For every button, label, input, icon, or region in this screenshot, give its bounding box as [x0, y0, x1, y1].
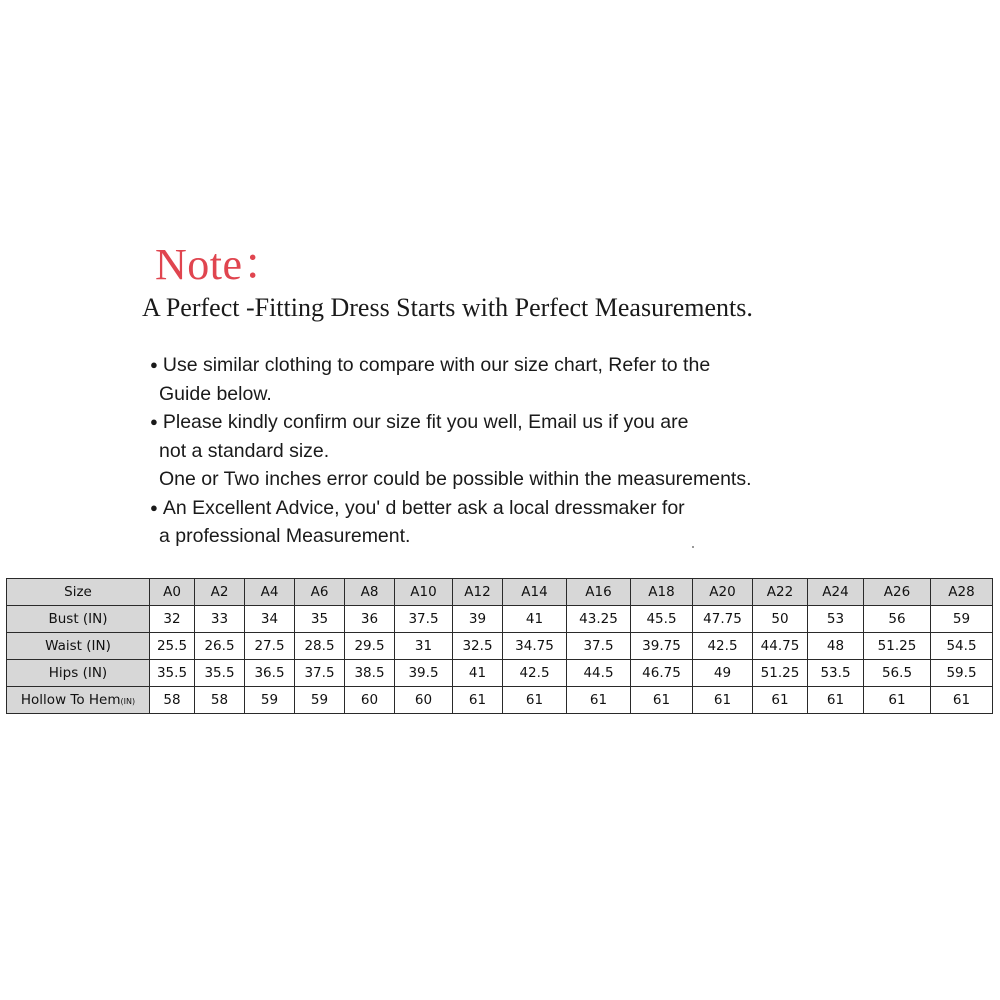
table-cell: 61	[864, 687, 931, 714]
row-label-text: Hollow To Hem	[20, 692, 121, 708]
row-label-cell: Bust (IN)	[7, 606, 150, 633]
table-cell: 58	[195, 687, 245, 714]
table-cell: 32.5	[453, 633, 503, 660]
table-cell: 39.5	[395, 660, 453, 687]
table-cell: 56.5	[864, 660, 931, 687]
size-header-cell: A18	[631, 579, 693, 606]
size-header-cell: A12	[453, 579, 503, 606]
table-cell: 53.5	[808, 660, 864, 687]
size-header-cell: A24	[808, 579, 864, 606]
table-cell: 47.75	[693, 606, 753, 633]
table-cell: 35	[295, 606, 345, 633]
table-cell: 53	[808, 606, 864, 633]
table-cell: 61	[753, 687, 808, 714]
table-row-bust	[7, 606, 993, 633]
table-row-hips	[7, 660, 993, 687]
table-cell: 35.5	[150, 660, 195, 687]
table-cell: 59	[295, 687, 345, 714]
table-cell: 45.5	[631, 606, 693, 633]
table-cell: 50	[753, 606, 808, 633]
table-cell: 41	[503, 606, 567, 633]
decorative-speck	[692, 546, 694, 548]
table-cell: 25.5	[150, 633, 195, 660]
table-cell: 27.5	[245, 633, 295, 660]
size-header-cell: A10	[395, 579, 453, 606]
row-label-unit: (IN)	[120, 697, 136, 706]
size-header-cell: A8	[345, 579, 395, 606]
table-cell: 61	[931, 687, 993, 714]
table-cell: 49	[693, 660, 753, 687]
subtitle: A Perfect -Fitting Dress Starts with Perfect Measurements.	[142, 293, 753, 322]
table-cell: 58	[150, 687, 195, 714]
bullet-dot-icon: ●	[150, 414, 158, 429]
table-cell: 33	[195, 606, 245, 633]
table-cell: 61	[503, 687, 567, 714]
table-cell: 26.5	[195, 633, 245, 660]
table-cell: 38.5	[345, 660, 395, 687]
table-cell: 37.5	[567, 633, 631, 660]
table-cell: 31	[395, 633, 453, 660]
table-cell: 39	[453, 606, 503, 633]
table-cell: 42.5	[693, 633, 753, 660]
bullet-text-continued: a professional Measurement.	[159, 525, 411, 547]
size-header-cell: A26	[864, 579, 931, 606]
table-cell: 61	[453, 687, 503, 714]
table-cell: 34	[245, 606, 295, 633]
table-cell: 29.5	[345, 633, 395, 660]
table-cell: 56	[864, 606, 931, 633]
table-cell: 37.5	[295, 660, 345, 687]
table-cell: 60	[345, 687, 395, 714]
row-label-cell	[7, 687, 150, 714]
size-header-cell: A14	[503, 579, 567, 606]
table-cell: 61	[808, 687, 864, 714]
table-row-hollow-to-hem	[7, 687, 993, 714]
bullet-text: Please kindly confirm our size fit you well, Email us if you are	[162, 411, 689, 433]
bullet-item	[150, 408, 752, 437]
table-cell: 59	[245, 687, 295, 714]
bullet-text: Use similar clothing to compare with our size chart, Refer to the	[162, 354, 711, 376]
table-cell: 48	[808, 633, 864, 660]
bullet-dot-icon: ●	[150, 499, 158, 515]
size-header-cell: A2	[195, 579, 245, 606]
table-cell: 59	[931, 606, 993, 633]
table-cell: 32	[150, 606, 195, 633]
table-row-waist	[7, 633, 993, 660]
size-header-cell: A16	[567, 579, 631, 606]
size-header-cell: A4	[245, 579, 295, 606]
table-cell: 36	[345, 606, 395, 633]
table-cell: 43.25	[567, 606, 631, 633]
size-header-cell: A22	[753, 579, 808, 606]
table-cell: 60	[395, 687, 453, 714]
table-cell: 59.5	[931, 660, 993, 687]
size-header-cell: A0	[150, 579, 195, 606]
note-title: Note：	[155, 240, 288, 289]
table-cell: 61	[631, 687, 693, 714]
table-cell: 46.75	[631, 660, 693, 687]
size-header-cell: A20	[693, 579, 753, 606]
table-cell: 54.5	[931, 633, 993, 660]
table-header-row	[7, 579, 993, 606]
bullet-text: An Excellent Advice, you' d better ask a local dressmaker for	[162, 496, 685, 519]
table-cell: 61	[693, 687, 753, 714]
size-header-cell: A6	[295, 579, 345, 606]
bullet-text-continued: Guide below.	[159, 382, 272, 405]
row-label-cell: Waist (IN)	[7, 633, 150, 660]
table-cell: 39.75	[631, 633, 693, 660]
table-cell: 35.5	[195, 660, 245, 687]
table-cell: 61	[567, 687, 631, 714]
table-cell: 51.25	[753, 660, 808, 687]
table-cell: 41	[453, 660, 503, 687]
bullet-list	[150, 351, 752, 551]
table-cell: 34.75	[503, 633, 567, 660]
table-cell: 42.5	[503, 660, 567, 687]
bullet-item	[150, 351, 752, 380]
bullet-item	[150, 494, 752, 523]
table-cell: 44.75	[753, 633, 808, 660]
size-header-cell: A28	[931, 579, 993, 606]
table-cell: 28.5	[295, 633, 345, 660]
row-label-cell: Hips (IN)	[7, 660, 150, 687]
bullet-text-continued: not a standard size.	[159, 439, 330, 462]
table-cell: 51.25	[864, 633, 931, 660]
size-chart-table	[6, 578, 993, 714]
bullet-text-continued: One or Two inches error could be possible within the measurements.	[159, 468, 752, 490]
table-cell: 36.5	[245, 660, 295, 687]
table-cell: 37.5	[395, 606, 453, 633]
bullet-dot-icon: ●	[150, 357, 158, 372]
header-label-cell: Size	[7, 579, 150, 606]
table-cell: 44.5	[567, 660, 631, 687]
